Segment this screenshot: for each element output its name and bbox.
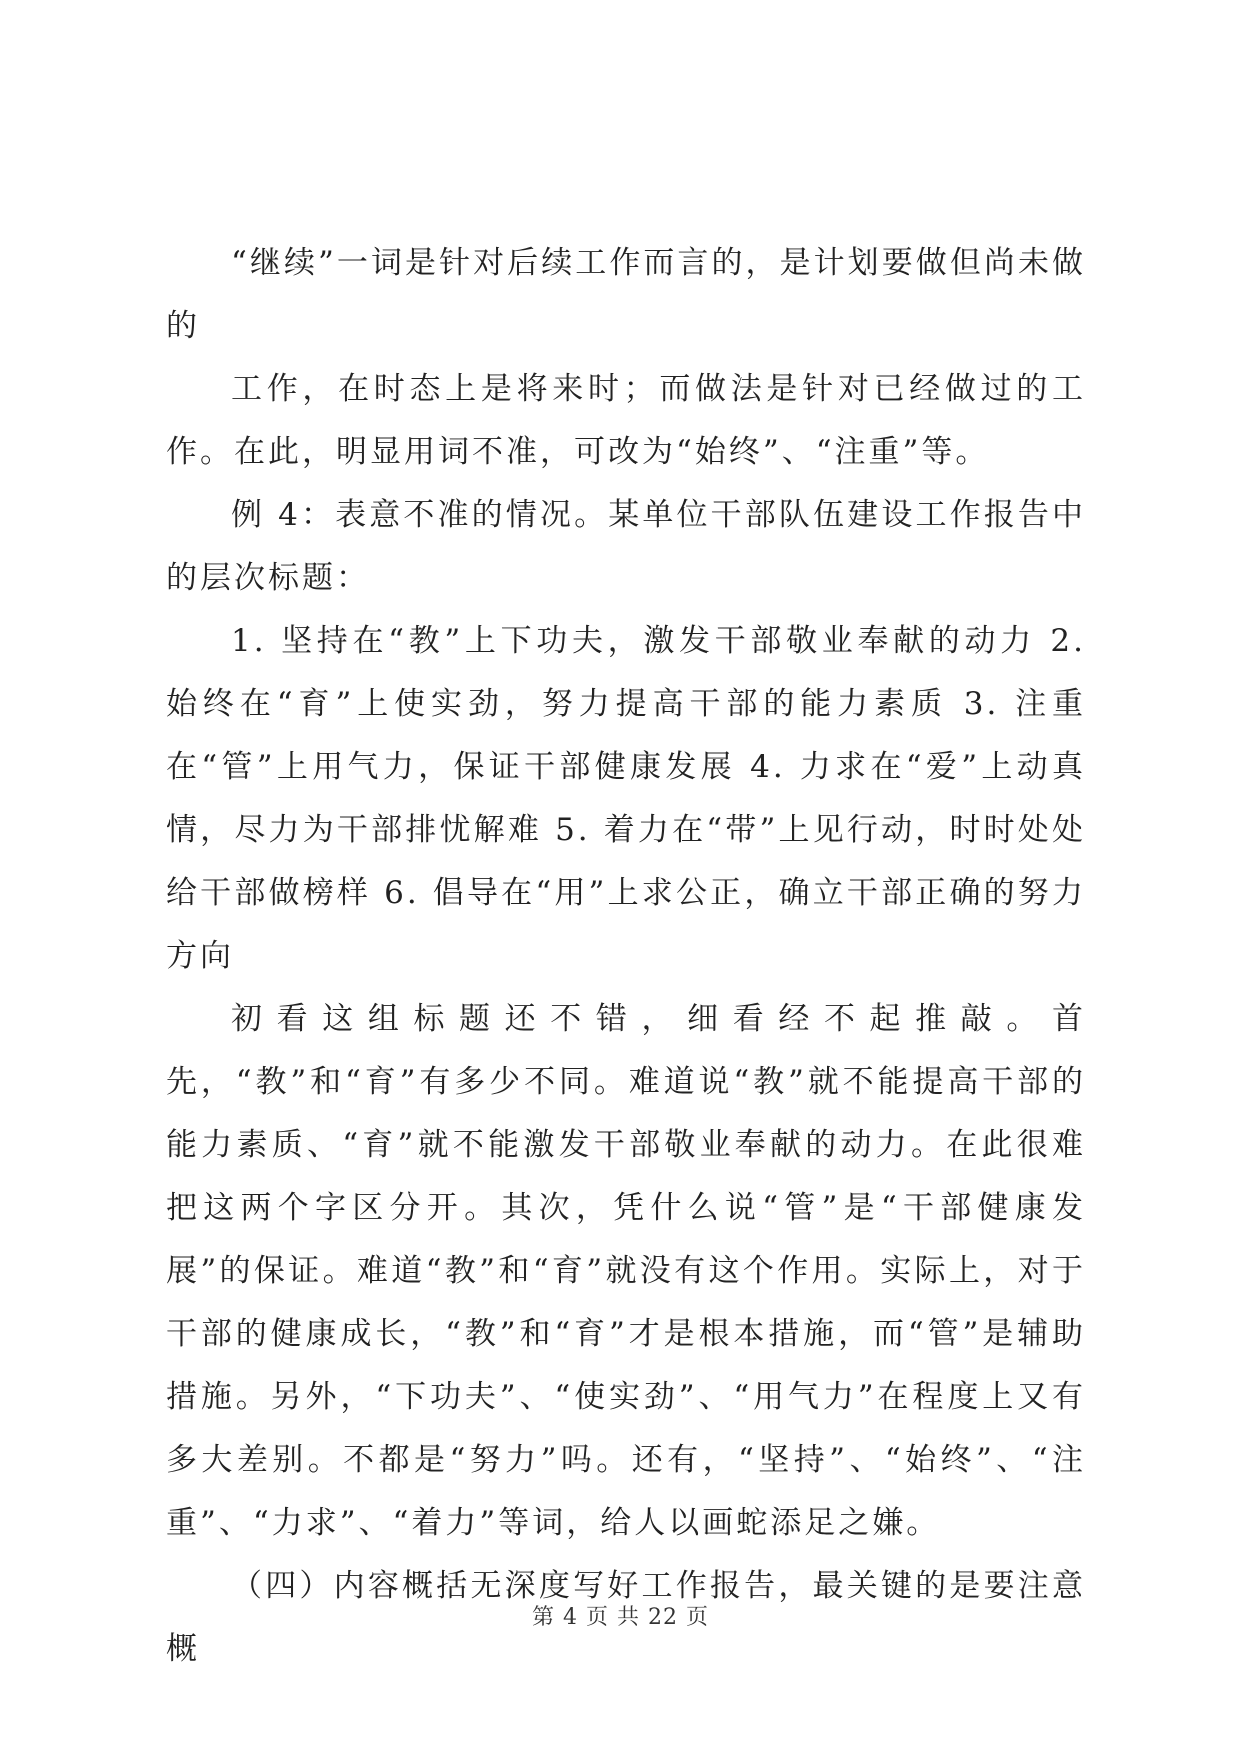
paragraph: 1. 坚持在“教”上下功夫，激发干部敬业奉献的动力 2. 始终在“育”上使实劲，努力提高干部的能力素质 3. 注重在“管”上用气力，保证干部健康发展 4. 力求在“爱”上动真情，尽力为干部排忧解难 5. 着力在“带”上见行动，时时处处给干部做榜样 6. 倡导在“用”上求公正，确立干部正确的努力方向 [166, 623, 1086, 974]
paragraph: 初看这组标题还不错，细看经不起推敲。首先，“教”和“育”有多少不同。难道说“教”就不能提高干部的能力素质、“育”就不能激发干部敬业奉献的动力。在此很难把这两个字区分开。其次，凭什么说“管”是“干部健康发展”的保证。难道“教”和“育”就没有这个作用。实际上，对于干部的健康成长，“教”和“育”才是根本措施，而“管”是辅助措施。另外，“下功夫”、“使实劲”、“用气力”在程度上又有多大差别。不都是“努力”吗。还有，“坚持”、“始终”、“注重”、“力求”、“着力”等词，给人以画蛇添足之嫌。 [166, 1001, 1086, 1541]
paragraph: （四）内容概括无深度写好工作报告，最关键的是要注意概 [166, 1568, 1086, 1667]
page-number-footer: 第 4 页 共 22 页 [532, 1605, 709, 1630]
paragraph: “继续”一词是针对后续工作而言的，是计划要做但尚未做的 [166, 245, 1086, 344]
paragraph: 例 4：表意不准的情况。某单位干部队伍建设工作报告中的层次标题： [166, 497, 1086, 596]
body-text [166, 232, 1086, 1681]
paragraph: 工作，在时态上是将来时；而做法是针对已经做过的工作。在此，明显用词不准，可改为“始终”、“注重”等。 [166, 371, 1086, 470]
